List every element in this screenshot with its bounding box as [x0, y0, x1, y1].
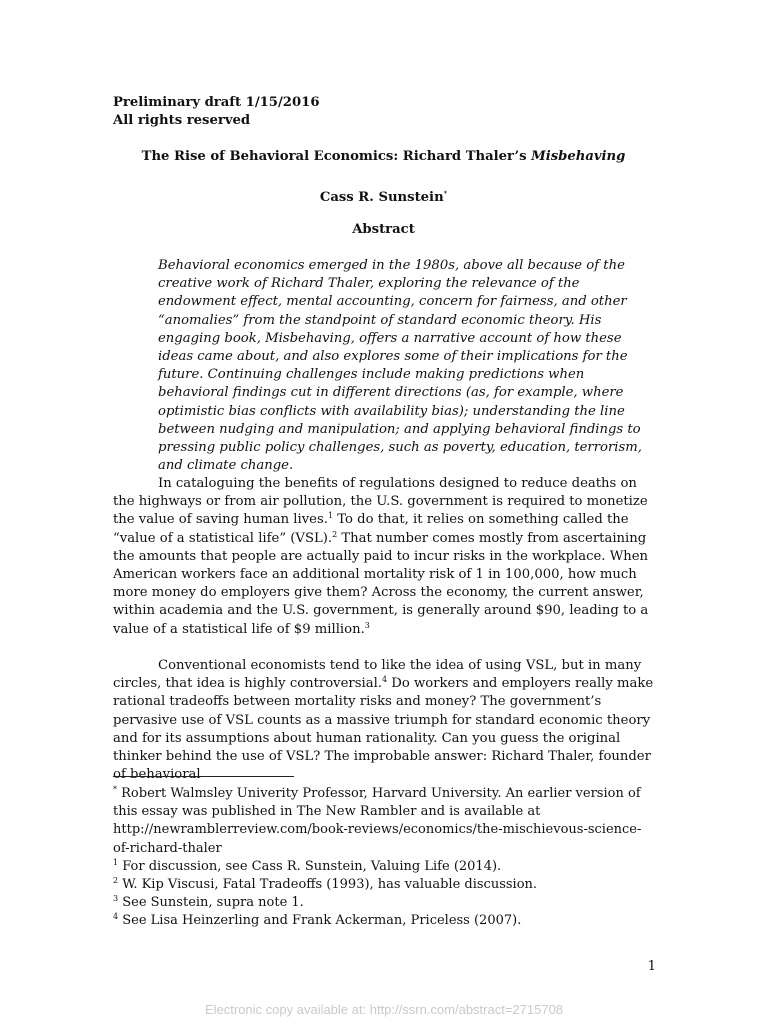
draft-date-line: Preliminary draft 1/15/2016: [113, 95, 320, 110]
paper-title: [113, 148, 654, 166]
footnote-ref-4: 4: [382, 675, 388, 685]
p2-text-b: Do workers and employers really make rational tradeoffs between mortality risks and money? The government’s pervasive use of VSL counts as a massive triumph for standard economic theory and for its assumptions about human rationality. Can you guess the original thinker behind the use of VSL? The improbable answer: Richard Thaler, founder of behavioral: [113, 676, 654, 783]
footnotes: [113, 785, 654, 931]
footnote-4-text: See Lisa Heinzerling and Frank Ackerman, Priceless (2007).: [118, 913, 522, 929]
footnote-ref-1: 1: [327, 511, 334, 521]
footnote-1-text: For discussion, see Cass R. Sunstein, Valuing Life (2014).: [118, 858, 502, 874]
footnote-4-mark: 4: [113, 912, 119, 922]
footnote-2: [113, 876, 654, 894]
p1-text-b: To do that, it relies on something called the “value of a statistical life” (VSL).: [113, 512, 629, 546]
title-book-name: Misbehaving: [531, 149, 626, 164]
footnote-ref-3: 3: [364, 620, 370, 630]
footnote-1-mark: 1: [113, 857, 119, 867]
footnote-2-text: W. Kip Viscusi, Fatal Tradeoffs (1993), has valuable discussion.: [118, 877, 538, 893]
footnote-author: [113, 785, 654, 858]
title-text: The Rise of Behavioral Economics: Richard Thaler’s: [141, 149, 532, 164]
footnote-star-mark: *: [113, 785, 117, 794]
author-name: Cass R. Sunstein: [319, 190, 444, 205]
footnote-1: [113, 858, 654, 876]
author-footnote-mark: *: [443, 190, 448, 198]
footnote-3-mark: 3: [113, 894, 119, 904]
footnote-star-text: Robert Walmsley Univerity Professor, Harvard University. An earlier version of this essay was published in The New Rambler and is available at http://newramblerreview.com/book-reviews/economics/the-mischievous-science-of-richard-thaler: [113, 786, 642, 856]
author-line: [113, 185, 654, 207]
p1-text-c: That number comes mostly from ascertaining the amounts that people are actually paid to incur risks in the workplace. When American workers face an additional mortality risk of 1 in 100,000, how much more money do employers give them? Across the economy, the current answer, within academia and the U.S. government, is generally around $90, leading to a value of a statistical life of $9 million.: [113, 530, 649, 637]
draft-header: [113, 94, 654, 130]
footnote-4: [113, 912, 654, 930]
footnote-3: [113, 894, 654, 912]
abstract-text: Behavioral economics emerged in the 1980s, above all because of the creative work of Richard Thaler, exploring the relevance of the endowment effect, mental accounting, concern for fairness, and other “anomalies” from the standpoint of standard economic theory. His engaging book, Misbehaving, offers a narrative account of how these ideas came about, and also explores some of their implications for the future. Continuing challenges include making predictions when behavioral findings cut in different directions (as, for example, where optimistic bias conflicts with availability bias); understanding the line between nudging and manipulation; and applying behavioral findings to pressing public policy challenges, such as poverty, education, terrorism, and climate change.: [158, 258, 642, 474]
footnote-separator: [113, 776, 294, 777]
p1-text-a: In cataloguing the benefits of regulations designed to reduce deaths on the highways or from air pollution, the U.S. government is required to monetize the value of saving human lives.: [113, 476, 648, 528]
rights-line: All rights reserved: [113, 113, 251, 129]
footnote-2-mark: 2: [113, 876, 119, 886]
ssrn-watermark: Electronic copy available at: http://ssrn.com/abstract=2715708: [204, 1002, 564, 1017]
footnote-3-text: See Sunstein, supra note 1.: [118, 895, 304, 911]
footnote-ref-2: 2: [332, 529, 338, 539]
abstract-heading: Abstract: [352, 222, 415, 237]
p2-text-a: Conventional economists tend to like the idea of using VSL, but in many circles, that idea is highly controversial.: [113, 658, 642, 692]
page-number: 1: [647, 959, 656, 974]
body-paragraph-2: [113, 657, 654, 784]
body-paragraph-1: [113, 475, 654, 639]
